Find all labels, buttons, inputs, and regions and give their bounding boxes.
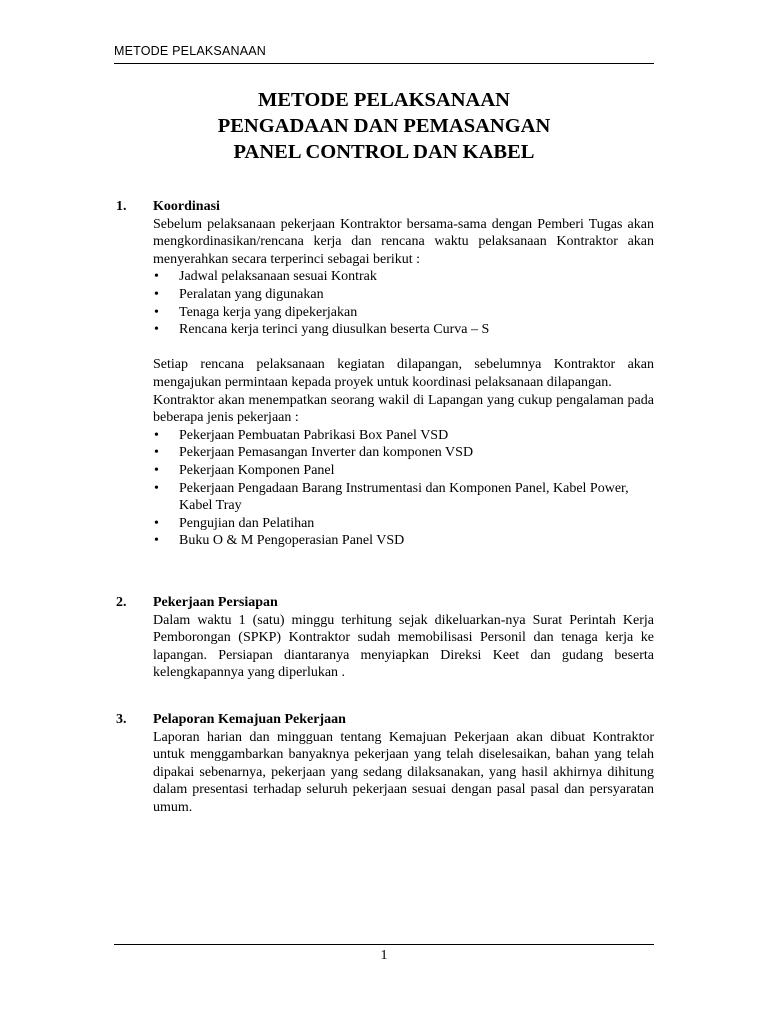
header-rule	[114, 63, 654, 64]
section-heading: Pekerjaan Persiapan	[153, 595, 278, 610]
section-number: 2.	[116, 595, 127, 610]
footer-rule	[114, 944, 654, 945]
document-title	[114, 87, 654, 165]
list-item: • Pekerjaan Pengadaan Barang Instrumentasi dan Komponen Panel, Kabel Power, Kabel Tray	[153, 480, 654, 515]
title-line-3: PANEL CONTROL DAN KABEL	[233, 141, 535, 163]
paragraph: Sebelum pelaksanaan pekerjaan Kontraktor bersama-sama dengan Pemberi Tugas akan mengkordinasikan/rencana kerja dan rencana waktu pelaksanaan Kontraktor akan menyerahkan secara terperinci sebagai berikut :	[153, 216, 654, 267]
paragraph: Setiap rencana pelaksanaan kegiatan dilapangan, sebelumnya Kontraktor akan mengajukan permintaan kepada proyek untuk koordinasi pelaksanaan dilapangan.	[153, 357, 654, 390]
section-pelaporan	[114, 711, 654, 817]
section-number: 1.	[116, 199, 127, 214]
list-item: • Peralatan yang digunakan	[153, 286, 654, 304]
list-item: • Jadwal pelaksanaan sesuai Kontrak	[153, 268, 654, 286]
list-item: • Tenaga kerja yang dipekerjakan	[153, 304, 654, 322]
paragraph: Kontraktor akan menempatkan seorang wakil di Lapangan yang cukup pengalaman pada beberapa jenis pekerjaan :	[153, 392, 654, 426]
list-item: • Pengujian dan Pelatihan	[153, 515, 654, 533]
section-number: 3.	[116, 712, 127, 727]
list-item: • Buku O & M Pengoperasian Panel VSD	[153, 532, 654, 550]
bullet-list	[153, 268, 654, 338]
page-number: 1	[380, 948, 388, 963]
bullet-list	[153, 427, 654, 550]
list-item: • Pekerjaan Pemasangan Inverter dan komponen VSD	[153, 444, 654, 462]
running-header: METODE PELAKSANAAN	[114, 44, 267, 58]
list-item: • Pekerjaan Pembuatan Pabrikasi Box Panel VSD	[153, 427, 654, 445]
paragraph: Laporan harian dan mingguan tentang Kemajuan Pekerjaan akan dibuat Kontraktor untuk menggambarkan banyaknya pekerjaan yang telah diselesaikan, bahan yang telah dipakai sebenarnya, pekerjaan yang sedang dilaksanakan, yang hasil akhirnya dihitung dalam presentasi terhadap seluruh pekerjaan sesuai dengan pasal pasal dan persyaratan umum.	[153, 729, 654, 815]
title-line-1: METODE PELAKSANAAN	[258, 89, 510, 111]
title-line-2: PENGADAAN DAN PEMASANGAN	[217, 115, 551, 137]
list-item: • Pekerjaan Komponen Panel	[153, 462, 654, 480]
list-item: • Rencana kerja terinci yang diusulkan beserta Curva – S	[153, 321, 654, 339]
paragraph: Dalam waktu 1 (satu) minggu terhitung sejak dikeluarkan-nya Surat Perintah Kerja Pemborongan (SPKP) Kontraktor sudah memobilisasi Personil dan tenaga kerja ke lapangan. Persiapan diantaranya menyiapkan Direksi Keet dan gudang beserta kelengkapannya yang diperlukan .	[153, 612, 654, 681]
section-heading: Pelaporan Kemajuan Pekerjaan	[153, 712, 346, 727]
section-heading: Koordinasi	[153, 199, 220, 214]
section-pekerjaan-persiapan	[114, 594, 654, 682]
section-koordinasi	[114, 198, 654, 550]
